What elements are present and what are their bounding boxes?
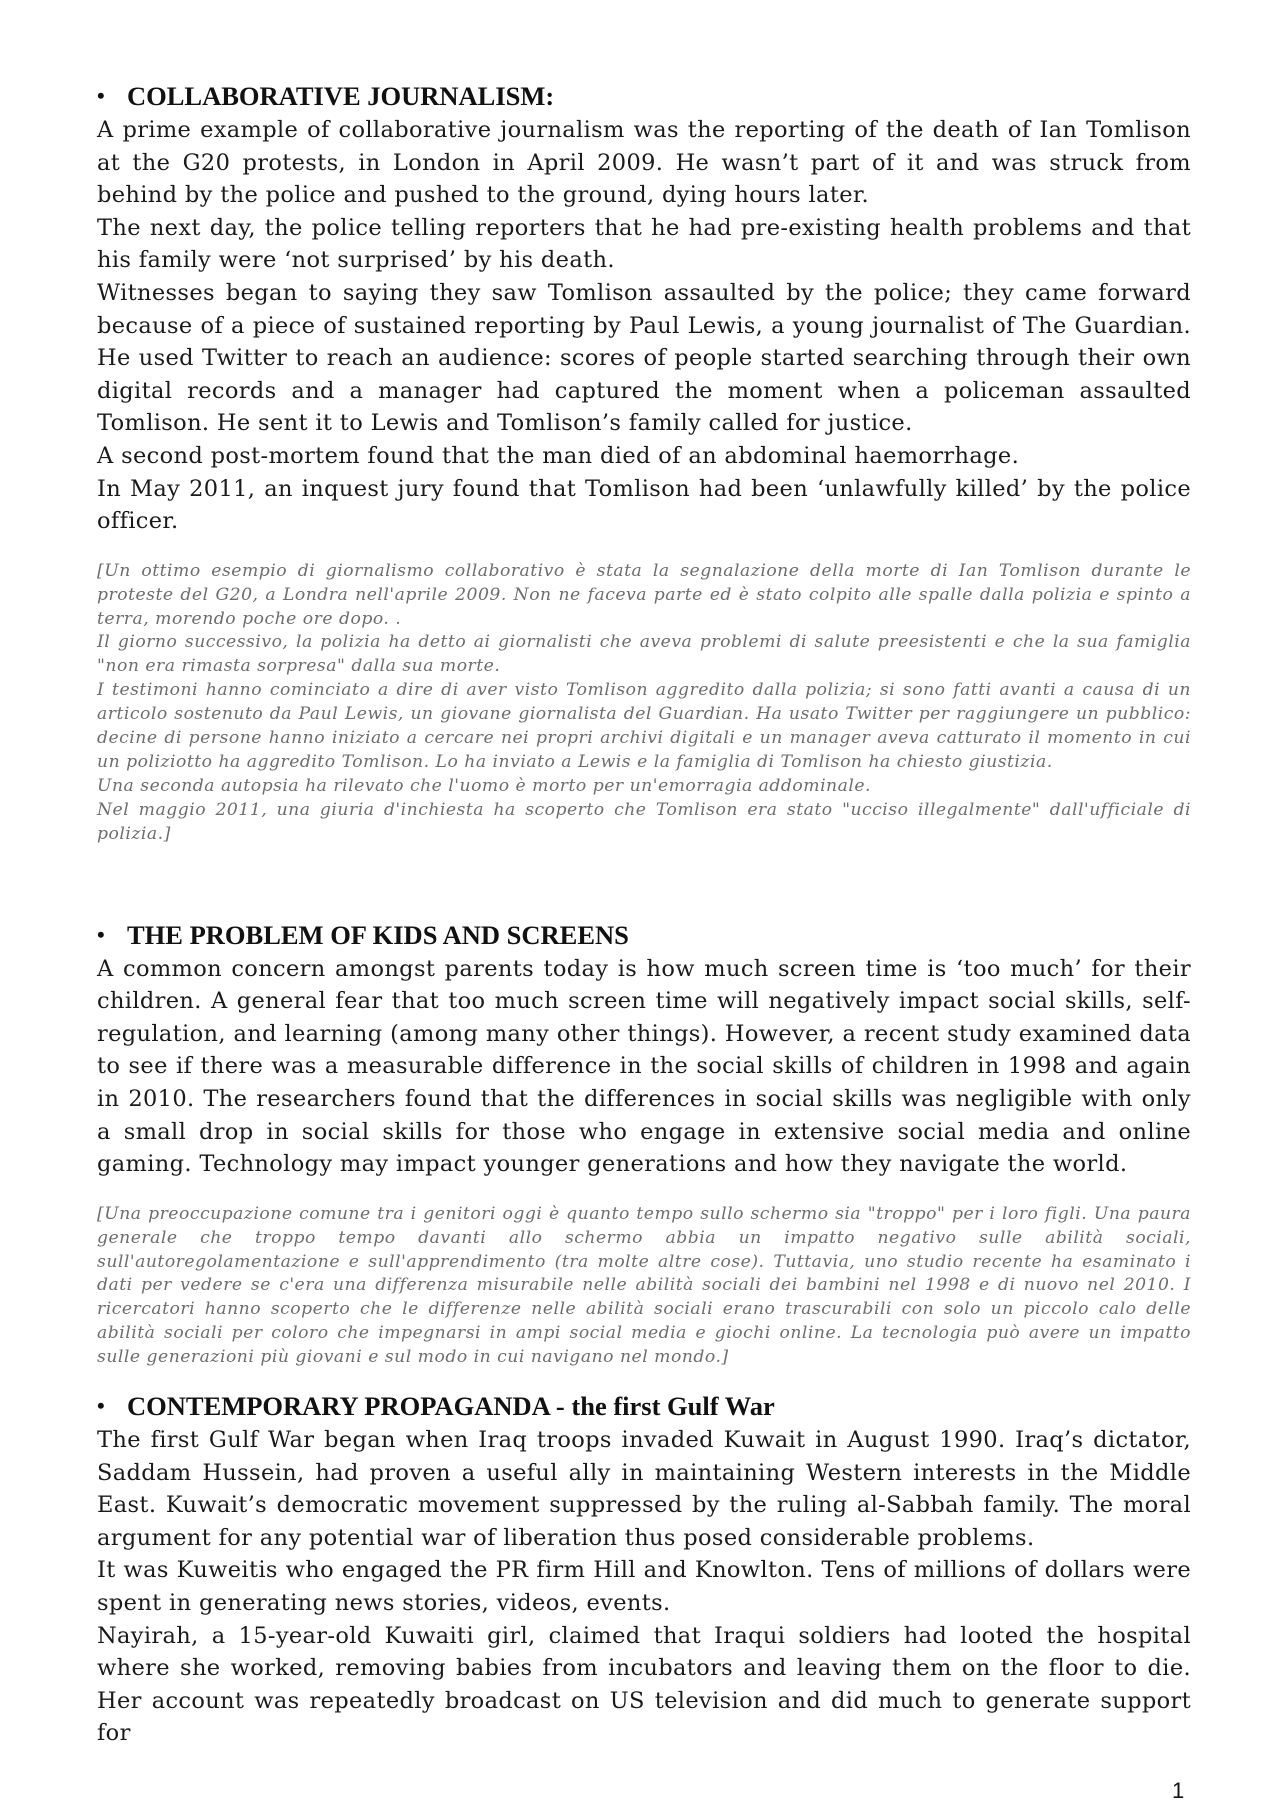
bullet-icon: •	[97, 1393, 105, 1419]
paragraph: It was Kuweitis who engaged the PR firm Hill and Knowlton. Tens of millions of dollars were spent in generating news stories, videos, events.	[97, 1557, 1191, 1617]
section-kids-and-screens	[97, 917, 1191, 1371]
section-heading	[97, 1388, 1191, 1424]
translation-paragraph: Il giorno successivo, la polizia ha detto ai giornalisti che aveva problemi di salute preesistenti e che la sua famiglia "non era rimasta sorpresa" dalla sua morte.	[97, 632, 1191, 677]
section-collaborative-journalism	[97, 78, 1191, 847]
heading-text: THE PROBLEM OF KIDS AND SCREENS	[127, 919, 629, 950]
translation-paragraph: I testimoni hanno cominciato a dire di aver visto Tomlison aggredito dalla polizia; si sono fatti avanti a causa di un articolo sostenuto da Paul Lewis, un giovane giornalista del Guardian. Ha usato Twitter per raggiungere un pubblico: decine di persone hanno iniziato a cercare nei propri archivi digitali e un manager aveva catturato il momento in cui un poliziotto ha aggredito Tomlison. Lo ha inviato a Lewis e la famiglia di Tomlison ha chiesto giustizia.	[97, 680, 1191, 772]
translation-paragraph: [Una preoccupazione comune tra i genitori oggi è quanto tempo sullo schermo sia "troppo" per i loro figli. Una paura generale che troppo tempo davanti allo schermo abbia un impatto negativo sulle abilità sociali, sull'autoregolamentazione e sull'apprendimento (tra molte altre cose). Tuttavia, uno studio recente ha esaminato i dati per vedere se c'era una differenza misurabile nelle abilità sociali dei bambini nel 1998 e di nuovo nel 2010. I ricercatori hanno scoperto che le differenze nelle abilità sociali erano trascurabili con solo un piccolo calo delle abilità sociali per coloro che impegnarsi in ampi social media e giochi online. La tecnologia può avere un impatto sulle generazioni più giovani e sul modo in cui navigano nel mondo.]	[97, 1203, 1191, 1368]
paragraph: In May 2011, an inquest jury found that Tomlison had been ‘unlawfully killed’ by the police officer.	[97, 475, 1191, 535]
paragraph: The first Gulf War began when Iraq troops invaded Kuwait in August 1990. Iraq’s dictator, Saddam Hussein, had proven a useful ally in maintaining Western interests in the Middle East. Kuwait’s democratic movement suppressed by the ruling al-Sabbah family. The moral argument for any potential war of liberation thus posed considerable problems.	[97, 1427, 1191, 1551]
page-number: 1	[1172, 1778, 1185, 1803]
translation-paragraph: Nel maggio 2011, una giuria d'inchiesta ha scoperto che Tomlison era stato "ucciso illegalmente" dall'ufficiale di polizia.]	[97, 799, 1191, 844]
paragraph: A common concern amongst parents today is how much screen time is ‘too much’ for their children. A general fear that too much screen time will negatively impact social skills, self-regulation, and learning (among many other things). However, a recent study examined data to see if there was a measurable difference in the social skills of children in 1998 and again in 2010. The researchers found that the differences in social skills was negligible with only a small drop in social skills for those who engage in extensive social media and online gaming. Technology may impact younger generations and how they navigate the world.	[97, 955, 1191, 1178]
section-heading	[97, 917, 1191, 953]
section-contemporary-propaganda	[97, 1388, 1191, 1750]
paragraph: The next day, the police telling reporters that he had pre-existing health problems and that his family were ‘not surprised’ by his death.	[97, 214, 1191, 274]
heading-text: COLLABORATIVE JOURNALISM:	[127, 81, 555, 111]
italian-translation	[97, 560, 1191, 847]
translation-paragraph: [Un ottimo esempio di giornalismo collaborativo è stata la segnalazione della morte di Ian Tomlison durante le proteste del G20, a Londra nell'aprile 2009. Non ne faceva parte ed è stato colpito alle spalle dalla polizia e spinto a terra, morendo poche ore dopo. .	[97, 560, 1191, 629]
section-heading	[97, 78, 1191, 114]
paragraph: Nayirah, a 15-year-old Kuwaiti girl, claimed that Iraqui soldiers had looted the hospital where she worked, removing babies from incubators and leaving them on the floor to die. Her account was repeatedly broadcast on US television and did much to generate support for	[97, 1622, 1191, 1747]
bullet-icon: •	[97, 83, 105, 108]
document-page	[97, 78, 1191, 1750]
paragraph: A second post-mortem found that the man died of an abdominal haemorrhage.	[97, 442, 1020, 469]
paragraph: A prime example of collaborative journalism was the reporting of the death of Ian Tomlison at the G20 protests, in London in April 2009. He wasn’t part of it and was struck from behind by the police and pushed to the ground, dying hours later.	[97, 117, 1191, 209]
bullet-icon: •	[97, 921, 105, 947]
translation-paragraph: Una seconda autopsia ha rilevato che l'uomo è morto per un'emorragia addominale.	[97, 775, 872, 796]
heading-text: CONTEMPORARY PROPAGANDA - the first Gulf War	[127, 1391, 775, 1422]
italian-translation	[97, 1203, 1191, 1370]
paragraph: Witnesses began to saying they saw Tomlison assaulted by the police; they came forward because of a piece of sustained reporting by Paul Lewis, a young journalist of The Guardian. He used Twitter to reach an audience: scores of people started searching through their own digital records and a manager had captured the moment when a policeman assaulted Tomlison. He sent it to Lewis and Tomlison’s family called for justice.	[97, 279, 1191, 437]
